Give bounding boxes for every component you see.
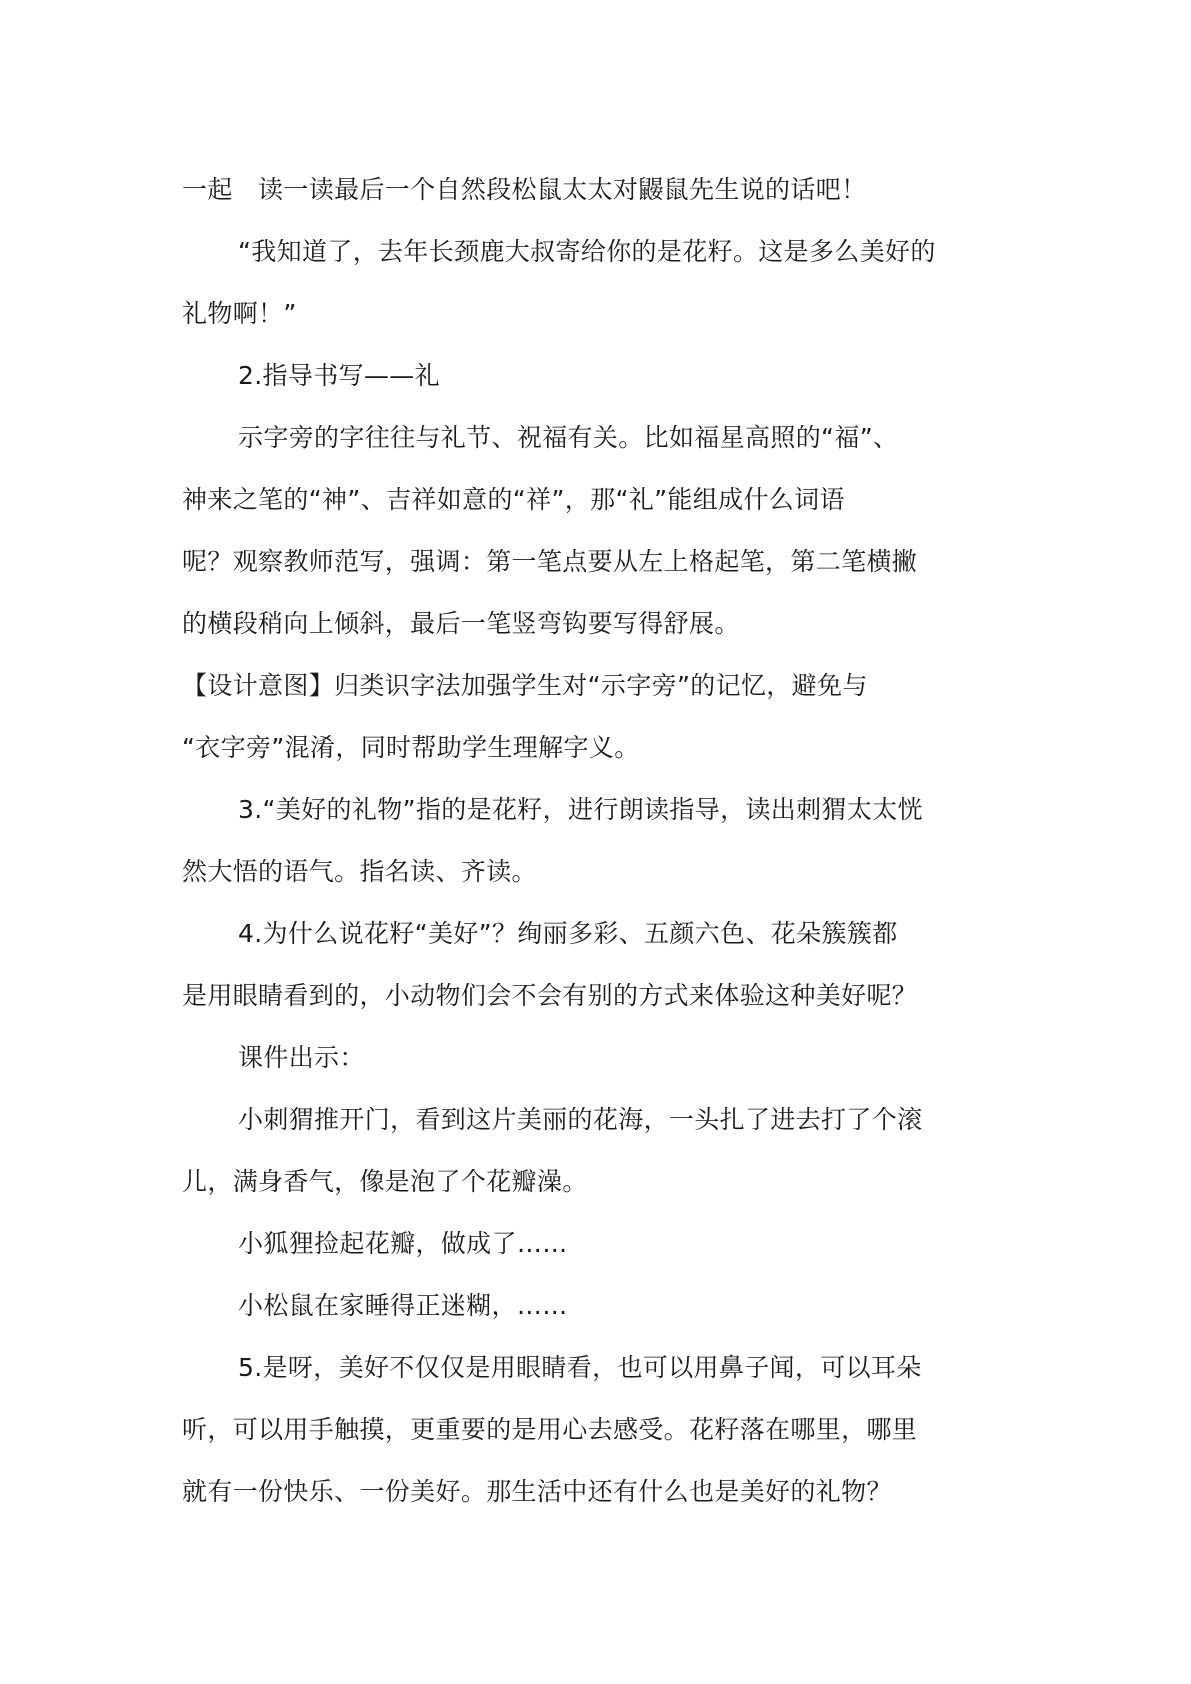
courseware-label: 课件出示： [238, 1043, 365, 1072]
text-line: 小狐狸捡起花瓣，做成了…… [238, 1229, 568, 1258]
text-line: 小刺猬推开门，看到这片美丽的花海，一头扎了进去打了个滚 [238, 1105, 923, 1134]
text-line: 的横段稍向上倾斜，最后一笔竖弯钩要写得舒展。 [182, 609, 740, 638]
text-line-step-5: 5.是呀，美好不仅仅是用眼睛看，也可以用鼻子闻，可以耳朵 [238, 1353, 922, 1382]
text-line: 小松鼠在家睡得正迷糊，…… [238, 1291, 568, 1320]
design-intent-line: 【设计意图】归类识字法加强学生对“示字旁”的记忆，避免与 [182, 671, 868, 700]
text-line: 就有一份快乐、一份美好。那生活中还有什么也是美好的礼物？ [182, 1477, 892, 1506]
text-line-intro: 一起 读一读最后一个自然段松鼠太太对鼹鼠先生说的话吧！ [182, 175, 867, 204]
text-line: 然大悟的语气。指名读、齐读。 [182, 857, 537, 886]
text-line-step-4: 4.为什么说花籽“美好”？绚丽多彩、五颜六色、花朵簇簇都 [238, 919, 898, 948]
text-line: 是用眼睛看到的，小动物们会不会有别的方式来体验这种美好呢？ [182, 981, 918, 1010]
text-line: 听，可以用手触摸，更重要的是用心去感受。花籽落在哪里，哪里 [182, 1415, 918, 1444]
design-intent-line: “衣字旁”混淆，同时帮助学生理解字义。 [182, 733, 640, 762]
text-line: 示字旁的字往往与礼节、祝福有关。比如福星高照的“福”、 [238, 423, 899, 452]
text-line: 呢？观察教师范写，强调：第一笔点要从左上格起笔，第二笔横撇 [182, 547, 918, 576]
text-line: 神来之笔的“神”、吉祥如意的“祥”，那“礼”能组成什么词语 [182, 485, 845, 514]
text-line-step-3: 3.“美好的礼物”指的是花籽，进行朗读指导，读出刺猬太太恍 [238, 795, 923, 824]
text-line-quote-end: 礼物啊！” [182, 299, 297, 328]
heading-step-2: 2.指导书写——礼 [238, 361, 441, 390]
text-line: 儿，满身香气，像是泡了个花瓣澡。 [182, 1167, 588, 1196]
text-line-quote-start: “我知道了，去年长颈鹿大叔寄给你的是花籽。这是多么美好的 [238, 237, 936, 266]
